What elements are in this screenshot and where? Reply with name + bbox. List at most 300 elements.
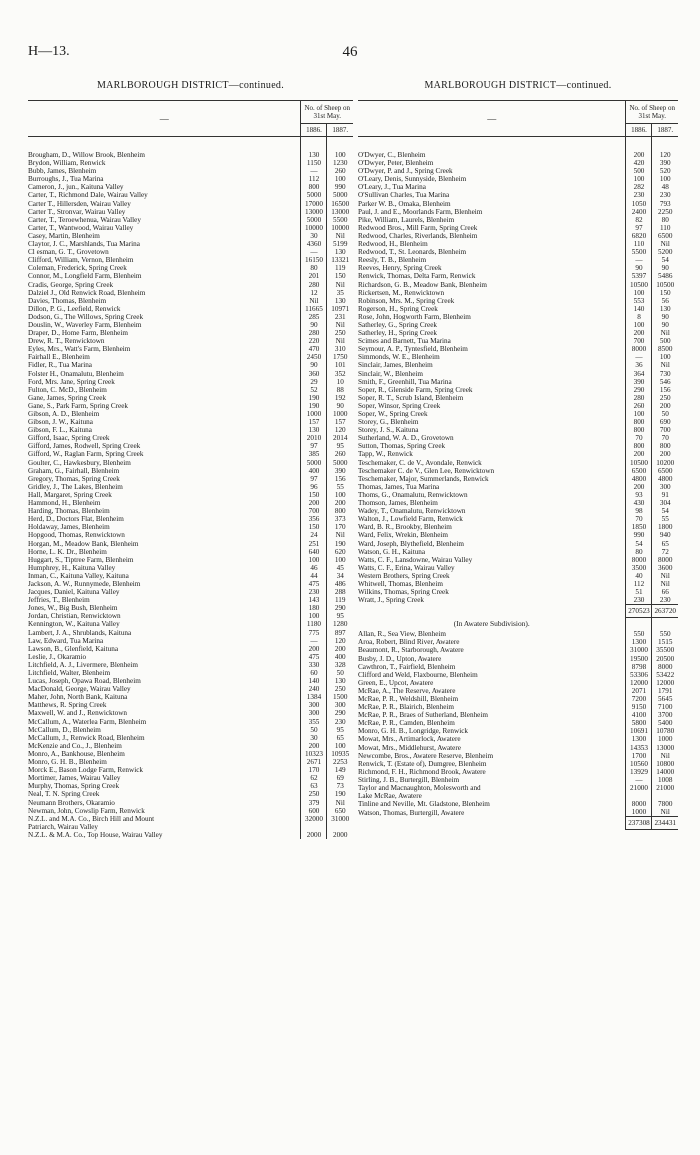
sheep-1886: 6500 xyxy=(626,467,652,475)
table-row xyxy=(358,378,678,386)
sheep-1886: 355 xyxy=(301,718,327,726)
sheep-1886: 2400 xyxy=(626,208,652,216)
table-row xyxy=(28,507,353,515)
sheep-1887: 8000 xyxy=(652,556,678,564)
sheep-1886: 8798 xyxy=(626,663,652,671)
owner-name: Watson, G. H., Kaituna xyxy=(358,547,426,556)
table-row xyxy=(358,507,678,515)
owner-name: Litchfield, A. J., Livermere, Blenheim xyxy=(28,660,138,669)
table-row xyxy=(358,224,678,232)
owner-name: Teschemaker, Major, Summerlands, Renwick xyxy=(358,474,489,483)
owner-name: Soper, Winsor, Spring Creek xyxy=(358,401,441,410)
sheep-1887: 10971 xyxy=(327,305,353,313)
sheep-1886: 700 xyxy=(626,337,652,345)
sheep-1887: 100 xyxy=(327,151,353,159)
table-row xyxy=(358,264,678,272)
owner-name: MacDonald, George, Wairau Valley xyxy=(28,685,131,694)
sheep-1886: 430 xyxy=(626,499,652,507)
owner-name: Richmond, F. H., Richmond Brook, Awatere xyxy=(358,767,486,776)
sheep-1886: 700 xyxy=(301,507,327,515)
sheep-1887 xyxy=(652,792,678,800)
sheep-1887: 260 xyxy=(327,450,353,458)
table-row xyxy=(358,776,678,784)
sheep-1887: 192 xyxy=(327,394,353,402)
sheep-1887: 373 xyxy=(327,515,353,523)
owner-name: Fairhall E., Blenheim xyxy=(28,353,90,362)
table-row xyxy=(358,523,678,531)
sheep-1886: 150 xyxy=(301,523,327,531)
table-row xyxy=(358,175,678,183)
sheep-1887: 48 xyxy=(652,183,678,191)
owner-name: Lambert, J. A., Shrublands, Kaituna xyxy=(28,628,132,637)
sheep-1886: 97 xyxy=(301,442,327,450)
sheep-1887: 1500 xyxy=(327,693,353,701)
sheep-1887: 7100 xyxy=(652,703,678,711)
sheep-1886: 385 xyxy=(301,450,327,458)
sheep-1887: 800 xyxy=(327,507,353,515)
sheep-1887: 1800 xyxy=(652,523,678,531)
table-row xyxy=(28,726,353,734)
sheep-1886: 10500 xyxy=(626,281,652,289)
owner-name: Maher, John, North Bank, Kaituna xyxy=(28,693,128,702)
section-heading-row xyxy=(358,618,678,631)
owner-name: O'Leary, J., Tua Marina xyxy=(358,183,426,192)
owner-name: Whitwell, Thomas, Blenheim xyxy=(358,579,443,588)
section-spacer xyxy=(652,618,678,631)
owner-name: Newcombe, Bros., Awatere Reserve, Blenheim xyxy=(358,751,494,760)
sheep-1886: 29 xyxy=(301,378,327,386)
sheep-1887: 1750 xyxy=(327,353,353,361)
table-row xyxy=(28,685,353,693)
sheep-1887: 800 xyxy=(652,442,678,450)
owner-name: Harding, Thomas, Blenheim xyxy=(28,507,110,516)
owner-name: O'Leary, Denis, Sunnyside, Blenheim xyxy=(358,175,467,184)
sheep-1887: 328 xyxy=(327,661,353,669)
sheep-1886: 19500 xyxy=(626,655,652,663)
owner-name: Litchfield, Walter, Blenheim xyxy=(28,669,111,677)
sheep-1886: 190 xyxy=(301,402,327,410)
sheep-1887: 100 xyxy=(327,175,353,183)
sheep-1887: 90 xyxy=(652,264,678,272)
table-row xyxy=(28,329,353,337)
table-row xyxy=(28,305,353,313)
owner-name: N.Z.L. & M.A. Co., Top House, Wairau Valley xyxy=(28,830,163,839)
table-row xyxy=(358,353,678,361)
sheep-1886: 1700 xyxy=(626,752,652,760)
owner-name: Thomson, James, Blenheim xyxy=(358,499,438,508)
sheep-1886: 150 xyxy=(301,491,327,499)
sheep-1887: 80 xyxy=(652,216,678,224)
sheep-1886: 230 xyxy=(301,588,327,596)
sheep-1886: 1300 xyxy=(626,735,652,743)
owner-name: Draper, D., Home Farm, Blenheim xyxy=(28,329,128,338)
sheep-1887: 34 xyxy=(327,572,353,580)
subtotal-label xyxy=(358,605,626,618)
table-row xyxy=(358,191,678,199)
table-row xyxy=(28,766,353,774)
table-row xyxy=(358,442,678,450)
sheep-1886: 1850 xyxy=(626,523,652,531)
sheep-1887: 13000 xyxy=(652,744,678,752)
table-row xyxy=(28,491,353,499)
sheep-1887: 690 xyxy=(652,418,678,426)
sheep-1887: 150 xyxy=(327,272,353,280)
table-row xyxy=(28,774,353,782)
owner-name: Sutton, Thomas, Spring Creek xyxy=(358,442,446,451)
sheep-1886: 100 xyxy=(301,556,327,564)
sheep-1886: 280 xyxy=(301,329,327,337)
sheep-1887: 90 xyxy=(652,321,678,329)
sheep-1887: 250 xyxy=(327,685,353,693)
table-row xyxy=(28,523,353,531)
sheep-1887: 290 xyxy=(327,604,353,612)
table-row xyxy=(358,792,678,800)
sheep-1887: 1280 xyxy=(327,620,353,628)
owner-name: Ward, B. R., Brookby, Blenheim xyxy=(358,523,452,532)
table-row xyxy=(358,744,678,752)
sheep-1886: 2010 xyxy=(301,434,327,442)
table-row xyxy=(28,831,353,839)
owner-name: Renwick, Thomas, Delta Farm, Renwick xyxy=(358,272,476,281)
sheep-1887: 5400 xyxy=(652,719,678,727)
sheep-1887: 157 xyxy=(327,418,353,426)
sheep-1886: 100 xyxy=(301,612,327,620)
owner-name: Kennington, W., Kaituna Valley xyxy=(28,620,120,629)
sheep-1887: 352 xyxy=(327,370,353,378)
owner-name: Walton, J., Lowfield Farm, Renwick xyxy=(358,515,463,524)
table-row xyxy=(358,370,678,378)
table-row xyxy=(28,515,353,523)
table-row xyxy=(28,450,353,458)
owner-name: Gregory, Thomas, Spring Creek xyxy=(28,474,120,483)
owner-name: Teschemaker C. de V., Glen Lee, Renwicktown xyxy=(358,466,495,475)
sheep-1887: 230 xyxy=(652,191,678,199)
sheep-1886: — xyxy=(626,256,652,264)
sheep-1887: 620 xyxy=(327,548,353,556)
table-row xyxy=(358,580,678,588)
sheep-1887: 3700 xyxy=(652,711,678,719)
sheep-1886: 10691 xyxy=(626,727,652,735)
sheep-1886: 13929 xyxy=(626,768,652,776)
sheep-1886: 6820 xyxy=(626,232,652,240)
table-row xyxy=(28,378,353,386)
table-row xyxy=(28,289,353,297)
sheep-1886: 280 xyxy=(626,394,652,402)
sheep-1887: 200 xyxy=(327,499,353,507)
owner-name: Clifford, William, Vernon, Blenheim xyxy=(28,256,134,265)
table-row xyxy=(28,742,353,750)
page-code: H—13. xyxy=(28,44,70,59)
sheep-1887: 65 xyxy=(652,540,678,548)
sheep-1886: 356 xyxy=(301,515,327,523)
table-row xyxy=(28,386,353,394)
table-row xyxy=(28,718,353,726)
owner-name: McRae, P. R., Weldshill, Blenheim xyxy=(358,695,459,703)
sheep-1886: 390 xyxy=(626,378,652,386)
table-row xyxy=(28,264,353,272)
owner-name: Cradis, George, Spring Creek xyxy=(28,280,114,289)
sheep-1887: 5199 xyxy=(327,240,353,248)
sheep-1886: 90 xyxy=(301,321,327,329)
sheep-1886: 14353 xyxy=(626,744,652,752)
owner-name: Renwick, T. (Estate of), Dumgree, Blenheim xyxy=(358,759,487,768)
sheep-1886: 90 xyxy=(301,361,327,369)
sheep-1886: 17000 xyxy=(301,200,327,208)
sheep-1887: Nil xyxy=(652,572,678,580)
owner-name: Robinson, Mrs. M., Spring Creek xyxy=(358,296,455,305)
sheep-1887: 5200 xyxy=(652,248,678,256)
sheep-1887: 53422 xyxy=(652,671,678,679)
table-row xyxy=(358,167,678,175)
table-row xyxy=(28,418,353,426)
sheep-1887: Nil xyxy=(327,321,353,329)
owner-name: Soper, R., Glenside Farm, Spring Creek xyxy=(358,385,473,394)
sheep-1886: 282 xyxy=(626,183,652,191)
owner-name: O'Dwyer, C., Blenheim xyxy=(358,151,426,159)
sheep-1886: 90 xyxy=(626,264,652,272)
table-row xyxy=(358,548,678,556)
table-row xyxy=(358,784,678,792)
sheep-1886: 1300 xyxy=(626,638,652,646)
sheep-1886: 5800 xyxy=(626,719,652,727)
sheep-1887: 95 xyxy=(327,726,353,734)
owner-name: Dalziel J., Old Renwick Road, Blenheim xyxy=(28,288,146,297)
table-row xyxy=(28,159,353,167)
owner-name: Busby, J. D., Upton, Awatere xyxy=(358,654,442,663)
sheep-1887: 100 xyxy=(327,556,353,564)
sheep-1887: 10 xyxy=(327,378,353,386)
owner-name: Gridley, J., The Lakes, Blenheim xyxy=(28,482,123,491)
owner-name: Eyles, Mrs., Watt's Farm, Blenheim xyxy=(28,345,131,354)
sheep-1887: 70 xyxy=(652,434,678,442)
left-column xyxy=(28,80,353,839)
sheep-1886: 5000 xyxy=(301,459,327,467)
sheep-1886: 80 xyxy=(626,548,652,556)
sheep-1887: 2250 xyxy=(652,208,678,216)
sheep-1887: 2014 xyxy=(327,434,353,442)
owner-name: Carter, T., Wantwood, Wairau Valley xyxy=(28,223,134,232)
table-row xyxy=(28,531,353,539)
sheep-1887: 310 xyxy=(327,345,353,353)
sheep-1887: 10000 xyxy=(327,224,353,232)
sheep-1887: 8000 xyxy=(652,663,678,671)
owner-name: Monro, G. H. B., Longridge, Renwick xyxy=(358,727,468,736)
sheep-1887: 130 xyxy=(652,305,678,313)
sheep-1887: 55 xyxy=(327,483,353,491)
owner-name: Coleman, Frederick, Spring Creek xyxy=(28,264,127,273)
table-row xyxy=(358,361,678,369)
owner-name: Scimes and Barnett, Tua Marina xyxy=(358,337,451,346)
table-row xyxy=(28,426,353,434)
table-row xyxy=(28,175,353,183)
sheep-1886: 97 xyxy=(301,475,327,483)
owner-name: Satherley, G., Spring Creek xyxy=(358,320,437,329)
sheep-1886: 200 xyxy=(626,450,652,458)
table-row xyxy=(28,540,353,548)
table-row xyxy=(28,442,353,450)
sheep-1887: 520 xyxy=(652,167,678,175)
owner-name: McCallum, D., Blenheim xyxy=(28,725,101,734)
owner-name: Rogerson, H., Spring Creek xyxy=(358,304,438,313)
sheep-1886: 100 xyxy=(626,289,652,297)
table-row xyxy=(28,823,353,831)
owner-name: Seymour, A. P., Tyntesfield, Blenheim xyxy=(358,345,468,354)
owner-name: Sutherland, W. A. D., Grovetown xyxy=(358,434,454,443)
sheep-1887: 100 xyxy=(652,175,678,183)
sheep-1886: 470 xyxy=(301,345,327,353)
subtotal-1887: 263720 xyxy=(652,605,678,618)
table-row xyxy=(28,459,353,467)
sheep-1886: 2000 xyxy=(301,831,327,839)
table-row xyxy=(358,703,678,711)
owner-name: Watts, C. F., Lansdowne, Wairau Valley xyxy=(358,555,473,564)
sheep-1887: 10800 xyxy=(652,760,678,768)
owner-name: Monro, G. H. B., Blenheim xyxy=(28,758,107,767)
table-row xyxy=(28,208,353,216)
table-row xyxy=(28,240,353,248)
owner-name: Gane, S., Park Farm, Spring Creek xyxy=(28,401,129,410)
table-row xyxy=(28,556,353,564)
sheep-1887: 230 xyxy=(652,596,678,605)
owner-name: Monro, A., Bankhouse, Blenheim xyxy=(28,749,125,758)
owner-name: Reesly, T. B., Blenheim xyxy=(358,256,427,265)
sheep-1887: 230 xyxy=(327,718,353,726)
sheep-1886: — xyxy=(301,167,327,175)
sheep-1886: 475 xyxy=(301,580,327,588)
sheep-1886 xyxy=(301,823,327,831)
table-row xyxy=(358,289,678,297)
sheep-1887: 7800 xyxy=(652,800,678,808)
sheep-1887: 700 xyxy=(652,426,678,434)
sheep-1886: 53306 xyxy=(626,671,652,679)
awatere-section-title: (In Awatere Subdivision). xyxy=(453,619,530,628)
right-year1-header: 1886. xyxy=(626,124,652,137)
table-row xyxy=(28,337,353,345)
left-sheep-header: No. of Sheep on 31st May. xyxy=(301,101,353,124)
owner-name: Claytor, J. C., Marshlands, Tua Marina xyxy=(28,240,140,249)
sheep-1886: 130 xyxy=(301,426,327,434)
sheep-1886: 800 xyxy=(626,442,652,450)
owner-name: Drew, R. T., Renwicktown xyxy=(28,337,105,346)
owner-name: Gibson, J. W., Kaituna xyxy=(28,418,93,427)
sheep-1886: 1150 xyxy=(301,159,327,167)
sheep-1887: 35 xyxy=(327,289,353,297)
sheep-1886: 5000 xyxy=(301,216,327,224)
sheep-1886: 21000 xyxy=(626,784,652,792)
owner-name: Thoms, G., Onamalutu, Renwicktown xyxy=(358,490,468,499)
table-row xyxy=(28,256,353,264)
owner-name: Storey, G., Blenheim xyxy=(358,418,419,427)
sheep-1887: 120 xyxy=(327,637,353,645)
table-row xyxy=(358,646,678,654)
owner-name: Horgan, M., Meadow Bank, Blenheim xyxy=(28,539,139,548)
table-row xyxy=(28,394,353,402)
table-row xyxy=(358,450,678,458)
table-row xyxy=(28,402,353,410)
sheep-1886: 9150 xyxy=(626,703,652,711)
sheep-1887: 50 xyxy=(327,669,353,677)
left-year1-header: 1886. xyxy=(301,124,327,137)
owner-name: Gane, James, Spring Creek xyxy=(28,393,107,402)
sheep-1886: 32000 xyxy=(301,815,327,823)
sheep-1886: 600 xyxy=(301,807,327,815)
sheep-1887: 550 xyxy=(652,630,678,638)
sheep-1886: 97 xyxy=(626,224,652,232)
owner-name: Rose, John, Hogworth Farm, Blenheim xyxy=(358,312,471,321)
sheep-1887: 54 xyxy=(652,256,678,264)
sheep-1886: 100 xyxy=(626,175,652,183)
sheep-1887: 300 xyxy=(327,701,353,709)
owner-name: Reeves, Henry, Spring Creek xyxy=(358,264,442,273)
owner-name: Lucas, Joseph, Opawa Road, Blenheim xyxy=(28,677,141,686)
sheep-1886: 8000 xyxy=(626,800,652,808)
sheep-1887: 149 xyxy=(327,766,353,774)
sheep-1887: 897 xyxy=(327,629,353,637)
sheep-1886: 112 xyxy=(626,580,652,588)
owner-name: Jeffries, T., Blenheim xyxy=(28,596,90,605)
owner-name: Richardson, G. B., Meadow Bank, Blenheim xyxy=(358,280,487,289)
owner-name: Law, Edward, Tua Marina xyxy=(28,636,104,645)
owner-name: N.Z.L. and M.A. Co., Birch Hill and Mount xyxy=(28,814,155,823)
sheep-1887: Nil xyxy=(652,580,678,588)
sheep-1887: 4800 xyxy=(652,475,678,483)
sheep-1887: 730 xyxy=(652,370,678,378)
sheep-1887: Nil xyxy=(652,329,678,337)
sheep-1886: 63 xyxy=(301,782,327,790)
owner-name: Tinline and Neville, Mt. Gladstone, Blenheim xyxy=(358,800,490,809)
table-row xyxy=(358,727,678,735)
owner-name: Hopgood, Thomas, Renwicktown xyxy=(28,531,125,540)
sheep-1886: 10000 xyxy=(301,224,327,232)
sheep-1887: 88 xyxy=(327,386,353,394)
owner-name: Redwood Bros., Mill Farm, Spring Creek xyxy=(358,223,478,232)
table-row xyxy=(358,588,678,596)
table-row xyxy=(358,281,678,289)
sheep-1886: 1000 xyxy=(626,808,652,817)
owner-name: Dillon, P. G., Leefield, Renwick xyxy=(28,304,121,313)
sheep-1886: 16150 xyxy=(301,256,327,264)
owner-name: Stirling, J. B., Burtergill, Blenheim xyxy=(358,775,460,784)
table-row xyxy=(358,499,678,507)
sheep-1886: 100 xyxy=(626,321,652,329)
sheep-1887: 156 xyxy=(652,386,678,394)
owner-name: Leslie, J., Okaramio xyxy=(28,652,87,661)
sheep-1887: 56 xyxy=(652,297,678,305)
table-row xyxy=(28,693,353,701)
table-row xyxy=(28,361,353,369)
sheep-1886: 475 xyxy=(301,653,327,661)
table-row xyxy=(28,604,353,612)
owner-name: Wilkins, Thomas, Spring Creek xyxy=(358,588,449,597)
total-1887: 234431 xyxy=(652,817,678,830)
owner-name: Carter, T., Richmond Dale, Wairau Valley xyxy=(28,191,148,200)
owner-name: Jones, W., Big Bush, Blenheim xyxy=(28,604,118,613)
owner-name: Parker W. B., Omaka, Blenheim xyxy=(358,199,451,208)
right-column xyxy=(358,80,678,830)
table-row xyxy=(28,661,353,669)
sheep-1887: 1230 xyxy=(327,159,353,167)
table-row xyxy=(358,564,678,572)
sheep-1887: 90 xyxy=(327,402,353,410)
sheep-1886: 8 xyxy=(626,313,652,321)
table-row xyxy=(358,402,678,410)
sheep-1886: 112 xyxy=(301,175,327,183)
table-row xyxy=(358,540,678,548)
owner-name: Inman, C., Kaituna Valley, Kaituna xyxy=(28,571,129,580)
sheep-1887: 8500 xyxy=(652,345,678,353)
table-row xyxy=(28,588,353,596)
sheep-1887: 150 xyxy=(652,289,678,297)
